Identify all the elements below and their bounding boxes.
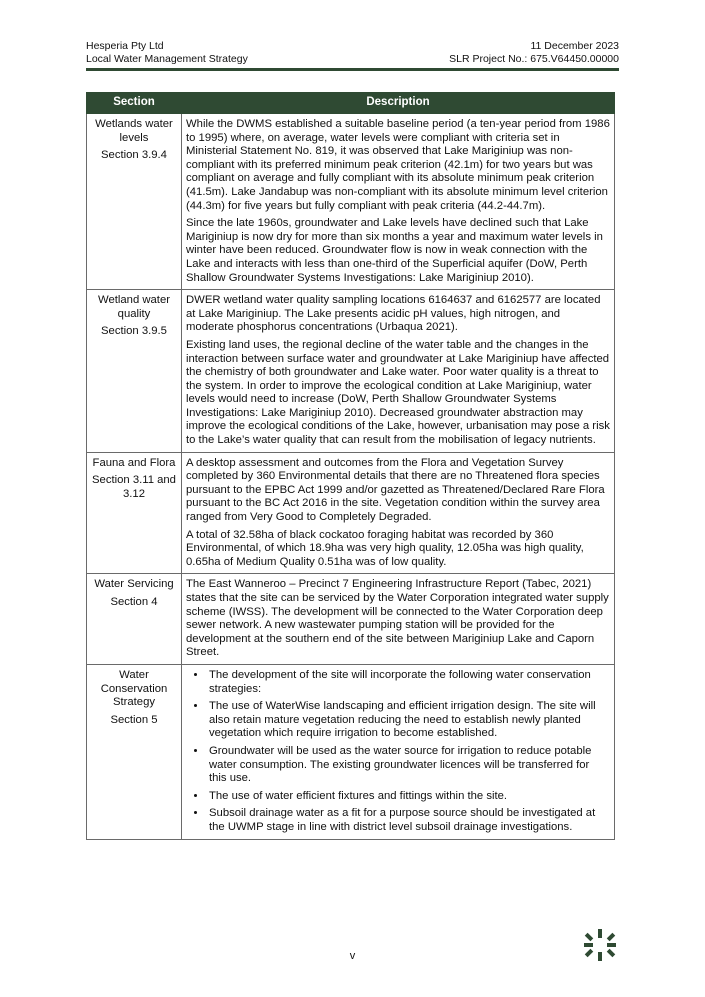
header-right [449,40,619,66]
document-date: 11 December 2023 [530,40,619,52]
bullet-item: • The use of WaterWise landscaping and efficient irrigation design. The site will also retain mature vegetation reducing the need to establish newly planted vegetation which require irrigation to become established. [207,700,610,741]
description-cell [182,290,615,453]
section-ref: Section 3.11 and 3.12 [92,474,176,500]
section-ref: Section 5 [110,713,158,726]
section-cell [87,574,182,665]
paragraph: Since the late 1960s, groundwater and Lake levels have declined such that Lake Mariginiup is now dry for more than six months a year and maximum water levels in winter have been reduced. Groundwater flow is now in weak connection with the Lake and interacts with less than one-third of the Superficial aquifer (DoW, Perth Shallow Groundwater Systems Investigations: Lake Mariginiup 2010). [186,217,603,284]
document-title: Local Water Management Strategy [86,53,248,65]
section-title: Wetland water quality [97,294,170,320]
section-cell [87,290,182,453]
table-row [87,574,615,665]
column-header-section: Section [87,93,182,114]
paragraph: Existing land uses, the regional decline of the water table and the changes in the interaction between surface water and groundwater at Lake Mariginiup have affected the chemistry of both groundwater and Lake water. Poor water quality is a threat to the system. In order to improve the ecological condition at Lake Mariginiup, water levels would need to increase (DoW, Perth Shallow Groundwater Systems Investigations: Lake Mariginiup 2010). Decreased groundwater abstraction may improve the ecological conditions of the Lake, however, urbanisation may pose a risk to the Lake’s water quality that can result from the mobilisation of legacy nutrients. [186,338,610,447]
section-title: Water Conservation Strategy [100,668,168,709]
paragraph: A desktop assessment and outcomes from the Flora and Vegetation Survey completed by 360 Environmental details that there are no Threatened flora species pursuant to the EPBC Act 1999 and/or gazetted as Threatened/Declared Rare Flora pursuant to the BC Act 2016 in the site. Vegetation condition within the survey area ranged from Very Good to Completely Degraded. [186,456,605,524]
section-title: Wetlands water levels [95,118,173,144]
section-title: Fauna and Flora [92,456,176,469]
paragraph: The East Wanneroo – Precinct 7 Engineering Infrastructure Report (Tabec, 2021) states that the site can be serviced by the Water Corporation integrated water supply scheme (IWSS). The development will be connected to the Water Corporation deep sewer network. A new wastewater pumping station will be provided for the development at the southern end of the site between Mariginiup Lake and Caporn Street. [186,578,609,659]
description-cell [182,664,615,839]
description-cell [182,452,615,574]
bullet-item: • Subsoil drainage water as a fit for a purpose source should be investigated at the UWMP stage in line with district level subsoil drainage investigations. [207,807,610,834]
company-name: Hesperia Pty Ltd [86,40,164,52]
table-row [87,452,615,574]
project-number: SLR Project No.: 675.V64450.00000 [449,53,619,65]
section-cell [87,452,182,574]
section-title: Water Servicing [94,578,174,591]
bullet-item: • The use of water efficient fixtures and fittings within the site. [207,790,610,804]
bullet-list [186,669,610,835]
paragraph: While the DWMS established a suitable baseline period (a ten-year period from 1986 to 1995) where, on average, water levels were compliant with criteria set in Ministerial Statement No. 819, it was observed that Lake Mariginiup was non-compliant with its preferred minimum peak criterion (42.1m) for two years but was compliant on average and fully compliant with its absolute minimum peak criterion (41.5m). Lake Jandabup was non-compliant with its absolute minimum level criterion (44.3m) for five years but fully compliant with peak criteria (44.2-44.7m). [186,118,610,212]
table-row [87,114,615,290]
section-cell [87,664,182,839]
table-row [87,664,615,839]
section-ref: Section 3.9.4 [101,149,167,162]
header-left [86,40,248,66]
table-header-row [87,93,615,114]
column-header-description: Description [182,93,615,114]
paragraph: DWER wetland water quality sampling locations 6164637 and 6162577 are located at Lake Mariginiup. The Lake presents acidic pH values, high nitrogen, and moderate phosphorus concentrations (Urbaqua 2021). [186,294,601,334]
section-ref: Section 3.9.5 [101,325,167,338]
section-ref: Section 4 [110,596,158,608]
slr-logo-icon [583,928,617,962]
paragraph: A total of 32.58ha of black cockatoo foraging habitat was recorded by 360 Environmental, of which 18.9ha was very high quality, 12.05ha was high quality, 0.65ha of Medium Quality 0.51ha was of low quality. [186,528,584,568]
description-cell [182,114,615,290]
page-number: v [349,950,356,962]
description-table [86,92,615,840]
description-cell [182,574,615,665]
section-cell [87,114,182,290]
bullet-item: • The development of the site will incorporate the following water conservation strategies: [207,669,610,696]
bullet-item: • Groundwater will be used as the water source for irrigation to reduce potable water consumption. The existing groundwater licences will be transferred for this use. [207,745,610,786]
header-rule [86,68,619,71]
table-row [87,290,615,453]
